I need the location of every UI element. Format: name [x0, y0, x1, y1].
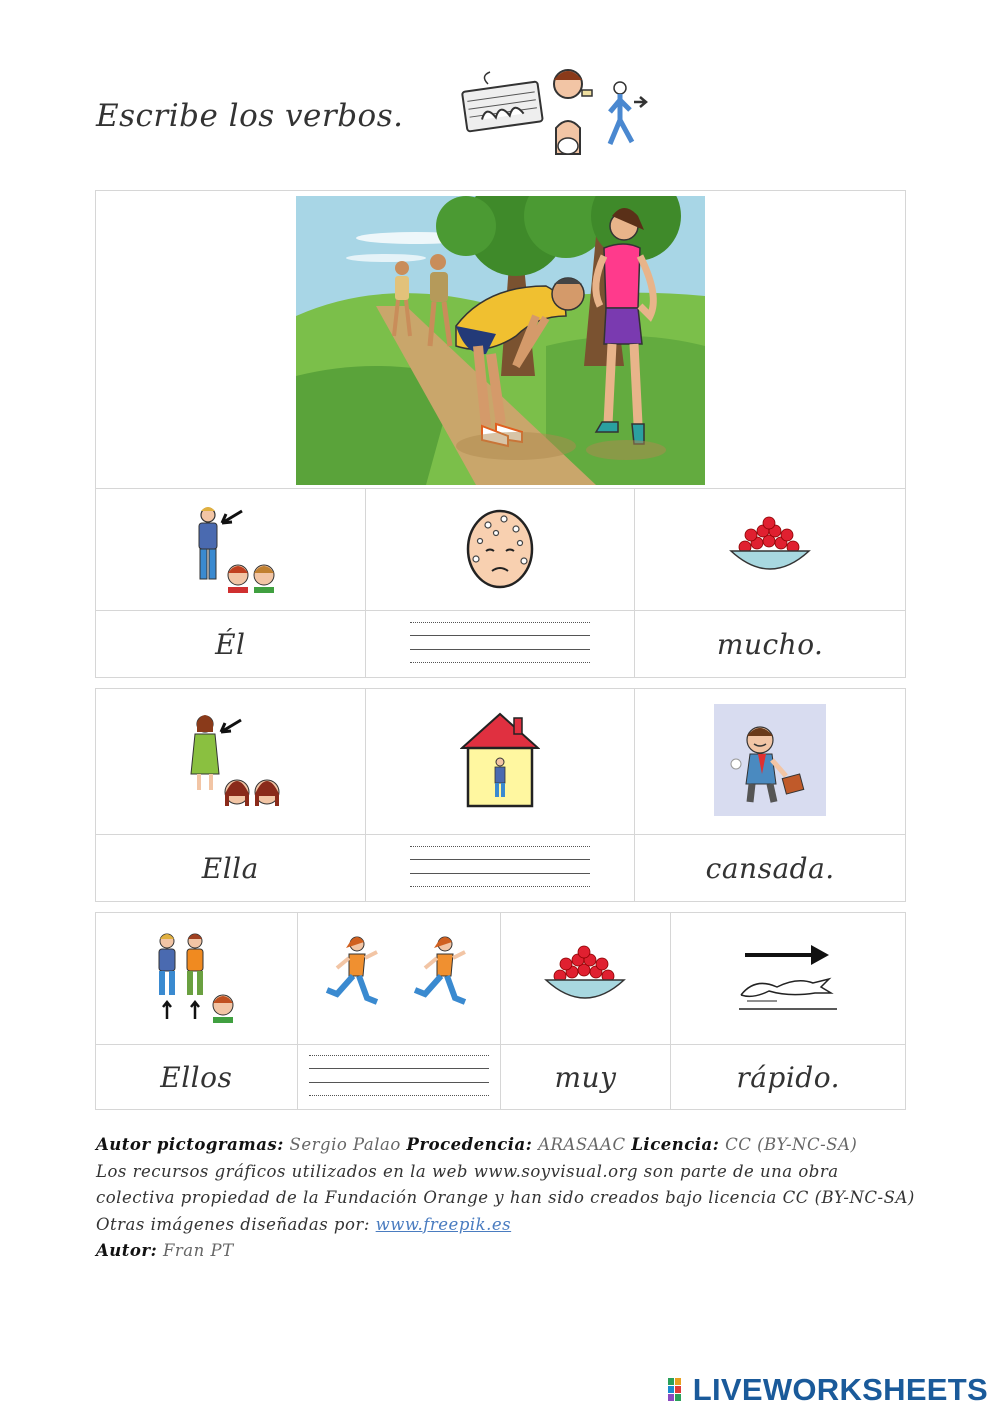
credits-line-3: colectiva propiedad de la Fundación Orange y han sido creados bajo licencia CC (BY-NC-SA): [96, 1188, 915, 1207]
subject-word: Él: [215, 627, 246, 661]
subject-word-cell: [96, 1045, 298, 1110]
verb-cell: [365, 689, 635, 835]
subject-cell: [96, 913, 298, 1045]
answer-cell: [297, 1045, 500, 1110]
fast-arrow-icon: [733, 937, 843, 1017]
liveworksheets-brand[interactable]: [668, 1372, 988, 1408]
she-pictogram-icon: [175, 710, 285, 810]
object-cell: [635, 689, 906, 835]
sentence-table-2: [95, 688, 906, 902]
credits-source: ARASAAC: [538, 1135, 626, 1154]
writing-pictogram-icon: [460, 66, 650, 162]
verb-cell: [297, 913, 500, 1045]
credits-line-4: [96, 1212, 916, 1239]
credits-author-label: Autor:: [96, 1241, 158, 1260]
ending-word-cell: [635, 611, 906, 678]
subject-cell: [96, 689, 366, 835]
he-pictogram-icon: [180, 503, 280, 593]
extra-word: muy: [554, 1060, 617, 1094]
house-icon: [460, 710, 540, 810]
subject-cell: [96, 489, 366, 611]
tired-man-icon: [714, 704, 826, 816]
object-cell: [635, 489, 906, 611]
credits-license-label: Licencia:: [631, 1135, 720, 1154]
subject-word: Ella: [201, 851, 259, 885]
ending-word-cell: [671, 1045, 906, 1110]
credits-other-images-label: Otras imágenes diseñadas por:: [96, 1214, 370, 1234]
verb-cell: [365, 489, 635, 611]
extra-word-cell: [500, 1045, 671, 1110]
ending-word: cansada.: [705, 851, 835, 885]
answer-cell: [365, 611, 635, 678]
credits-author: Fran PT: [162, 1241, 234, 1260]
handwriting-lines: [410, 843, 590, 889]
verb-answer-input[interactable]: [410, 625, 590, 659]
ending-word-cell: [635, 835, 906, 902]
subject-word-cell: [96, 611, 366, 678]
extra-cell: [500, 913, 671, 1045]
bowl-of-berries-icon: [725, 513, 815, 583]
credits-block: [96, 1132, 916, 1265]
verb-answer-input[interactable]: [309, 1058, 489, 1092]
credits-license: CC (BY-NC-SA): [725, 1135, 858, 1154]
running-pictogram-icon: [319, 932, 479, 1022]
credits-line-1: [96, 1132, 916, 1159]
handwriting-lines: [309, 1052, 489, 1098]
subject-word: Ellos: [160, 1060, 233, 1094]
park-runners-illustration: [296, 196, 705, 485]
sentence-table-3: [95, 912, 906, 1110]
verb-answer-input[interactable]: [410, 849, 590, 883]
credits-source-label: Procedencia:: [406, 1135, 533, 1154]
subject-word-cell: [96, 835, 366, 902]
credits-pictogram-author: Sergio Palao: [289, 1135, 401, 1154]
sweating-face-icon: [460, 503, 540, 593]
they-pictogram-icon: [151, 929, 241, 1025]
credits-line-5: [96, 1238, 916, 1265]
credits-pictogram-author-label: Autor pictogramas:: [96, 1135, 284, 1154]
bowl-of-berries-icon: [540, 942, 630, 1012]
answer-cell: [365, 835, 635, 902]
liveworksheets-logo-icon: [668, 1378, 690, 1402]
scene-panel: [95, 190, 906, 489]
page-title: Escribe los verbos.: [96, 98, 404, 134]
brand-name: LIVEWORKSHEETS: [692, 1372, 988, 1407]
sentence-table-1: [95, 488, 906, 678]
credits-line-2: Los recursos gráficos utilizados en la web www.soyvisual.org son parte de una obra: [96, 1161, 839, 1181]
ending-word: rápido.: [736, 1060, 840, 1094]
object-cell: [671, 913, 906, 1045]
freepik-link[interactable]: www.freepik.es: [375, 1214, 512, 1234]
ending-word: mucho.: [716, 627, 824, 661]
handwriting-lines: [410, 619, 590, 665]
